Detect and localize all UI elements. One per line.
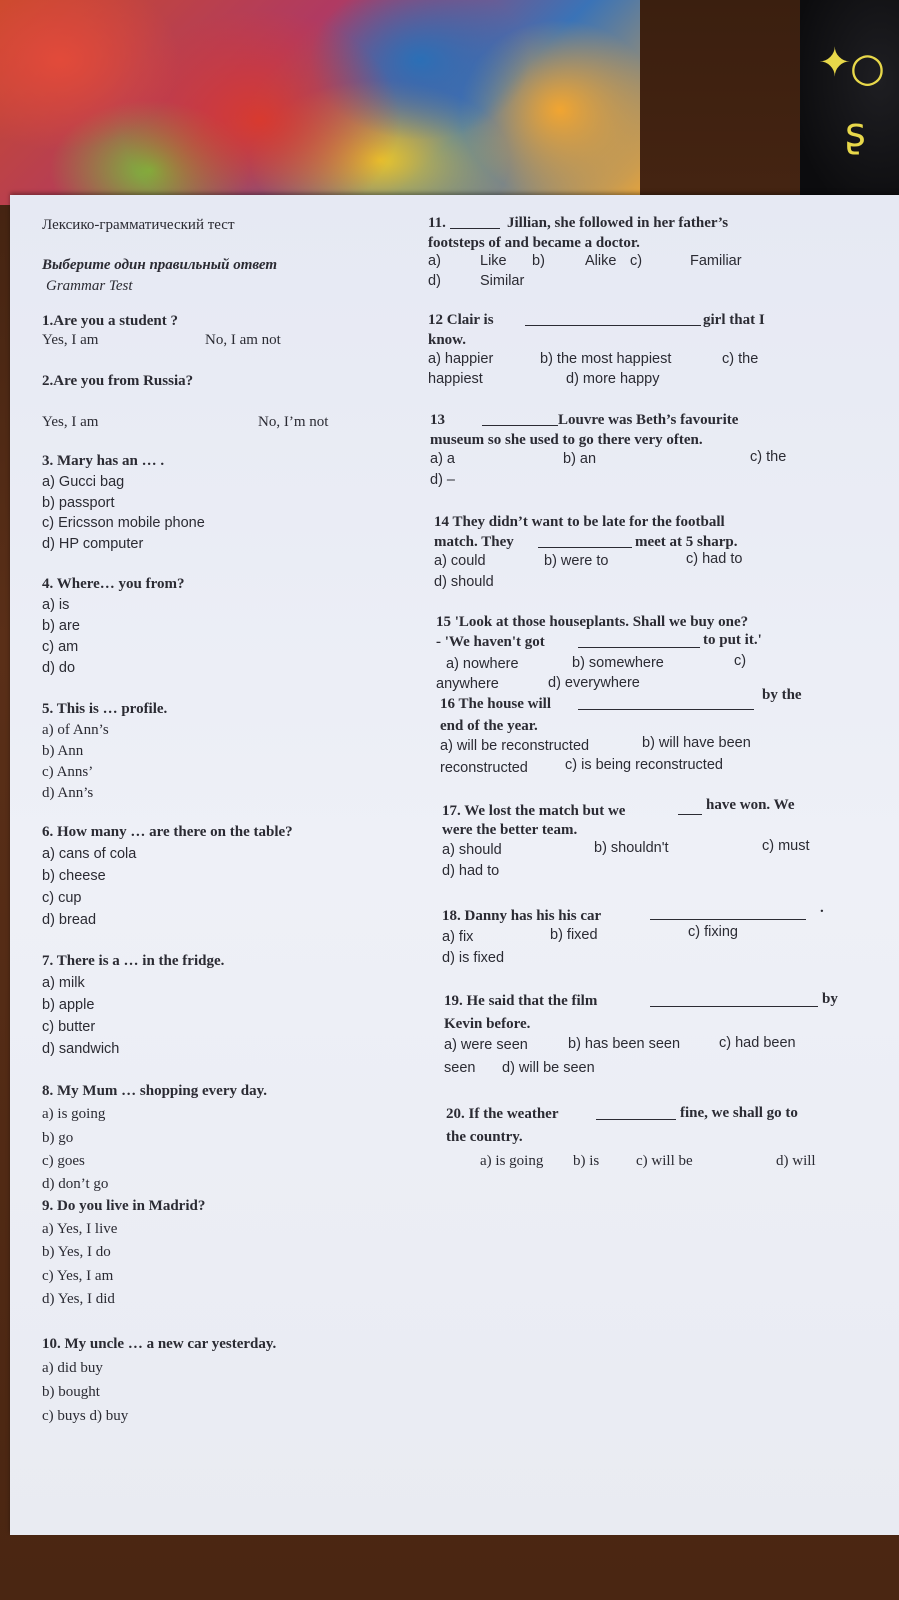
q6-option[interactable]: b) cheese [42,868,106,884]
q16-option-a[interactable]: a) will be reconstructed [440,738,590,754]
q15-text: 15 'Look at those houseplants. Shall we buy one? [436,614,749,630]
q13-blank[interactable] [482,411,558,426]
q17-option-a[interactable]: a) should [442,842,502,858]
q17-text-end: have won. We [706,797,795,813]
q11-label-b: b) [532,253,545,269]
q15-option-a[interactable]: a) nowhere [446,656,519,672]
q2-option-b[interactable]: No, I’m not [258,414,329,430]
q4-question: 4. Where… you from? [42,576,185,592]
q1-question: 1.Are you a student ? [42,313,178,329]
q9-option[interactable]: d) Yes, I did [42,1291,115,1307]
q19-text: 19. He said that the film [444,993,598,1009]
q17-text-cont: were the better team. [442,822,578,838]
q3-option[interactable]: b) passport [42,495,115,511]
q2-question: 2.Are you from Russia? [42,373,194,389]
q16-text-end: by the [762,687,802,703]
q12-option-a[interactable]: a) happier [428,351,494,367]
q10-option[interactable]: a) did buy [42,1360,103,1376]
q14-option-d[interactable]: d) should [434,574,494,590]
q19-option-a[interactable]: a) were seen [444,1037,528,1053]
q15-option-b[interactable]: b) somewhere [572,655,664,671]
q13-option-a[interactable]: a) a [430,451,455,467]
q19-blank[interactable] [650,992,818,1007]
squiggle-icon: ʂ [845,110,866,156]
q12-option-b[interactable]: b) the most happiest [540,351,672,367]
q14-text: 14 They didn’t want to be late for the football [434,514,725,530]
q9-option[interactable]: c) Yes, I am [42,1268,114,1284]
q16-text-cont: end of the year. [440,718,538,734]
q3-option[interactable]: d) HP computer [42,536,144,552]
q8-question: 8. My Mum … shopping every day. [42,1083,268,1099]
q13-number: 13 [430,412,445,428]
q3-option[interactable]: a) Gucci bag [42,474,125,490]
q12-option-c-cont: happiest [428,371,483,387]
q11-option-d[interactable]: Similar [480,273,525,289]
q7-question: 7. There is a … in the fridge. [42,953,225,969]
q11-blank[interactable] [450,214,500,229]
star-icon: ✦ [818,40,852,86]
q4-option[interactable]: b) are [42,618,80,634]
q1-option-a[interactable]: Yes, I am [42,332,99,348]
q7-option[interactable]: c) butter [42,1019,96,1035]
black-bag [800,0,899,205]
q5-option[interactable]: a) of Ann’s [42,722,109,738]
q16-text: 16 The house will [440,696,551,712]
q20-text-end: fine, we shall go to [680,1105,798,1121]
q12-option-c[interactable]: c) the [722,351,759,367]
q19-text-cont: Kevin before. [444,1016,531,1032]
q15-option-c[interactable]: c) [734,653,747,669]
q6-option[interactable]: c) cup [42,890,82,906]
q20-option-d[interactable]: d) will [776,1153,816,1169]
q5-option[interactable]: d) Ann’s [42,785,94,801]
q14-text-end: meet at 5 sharp. [635,534,738,550]
q20-option-c[interactable]: c) will be [636,1153,693,1169]
q18-blank[interactable] [650,905,806,920]
q7-option[interactable]: d) sandwich [42,1041,120,1057]
q9-option[interactable]: a) Yes, I live [42,1221,118,1237]
q19-option-c[interactable]: c) had been [719,1035,796,1051]
q11-option-a[interactable]: Like [480,253,507,269]
q3-option[interactable]: c) Ericsson mobile phone [42,515,205,531]
q13-text-cont: museum so she used to go there very often. [430,432,703,448]
q10-option[interactable]: c) buys d) buy [42,1408,129,1424]
q6-option[interactable]: d) bread [42,912,97,928]
q8-option[interactable]: d) don’t go [42,1176,109,1192]
q20-blank[interactable] [596,1105,676,1120]
q3-question: 3. Mary has an … . [42,453,165,469]
q8-option[interactable]: a) is going [42,1106,106,1122]
q4-option[interactable]: c) am [42,639,79,655]
q18-text: 18. Danny has his his car [442,908,602,924]
q11-label-d: d) [428,273,441,289]
q17-text: 17. We lost the match but we [442,803,626,819]
q14-text-cont: match. They [434,534,514,550]
instruction-ru: Выберите один правильный ответ [42,257,278,273]
q16-blank[interactable] [578,695,754,710]
q17-blank[interactable] [678,800,702,815]
q14-option-c[interactable]: c) had to [686,551,743,567]
title-ru: Лексико-грамматический тест [42,217,235,233]
q10-question: 10. My uncle … a new car yesterday. [42,1336,277,1352]
q5-option[interactable]: b) Ann [42,743,84,759]
q15-blank[interactable] [578,633,700,648]
q11-label-c: c) [630,253,643,269]
q12-text-end: girl that I [703,312,765,328]
q15-option-c-cont: anywhere [436,676,499,692]
q14-option-b[interactable]: b) were to [544,553,609,569]
q8-option[interactable]: b) go [42,1130,74,1146]
q8-option[interactable]: c) goes [42,1153,85,1169]
q14-option-a[interactable]: a) could [434,553,486,569]
q12-text-cont: know. [428,332,466,348]
q1-option-b[interactable]: No, I am not [205,332,281,348]
q4-option[interactable]: a) is [42,597,70,613]
q19-option-d[interactable]: d) will be seen [502,1060,595,1076]
q5-question: 5. This is … profile. [42,701,168,717]
q18-option-c[interactable]: c) fixing [688,924,738,940]
q12-text: 12 Clair is [428,312,494,328]
q11-option-c[interactable]: Familiar [690,253,742,269]
q20-text-cont: the country. [446,1129,523,1145]
q17-option-b[interactable]: b) shouldn't [594,840,669,856]
q13-text: Louvre was Beth’s favourite [558,412,739,428]
q12-blank[interactable] [525,311,701,326]
q5-option[interactable]: c) Anns’ [42,764,94,780]
q6-option[interactable]: a) cans of cola [42,846,137,862]
q2-option-a[interactable]: Yes, I am [42,414,99,430]
q6-question: 6. How many … are there on the table? [42,824,293,840]
q20-option-b[interactable]: b) is [573,1153,600,1169]
q11-text: Jillian, she followed in her father’s [507,215,729,231]
q11-label-a: a) [428,253,441,269]
title-en: Grammar Test [46,278,133,294]
q7-option[interactable]: a) milk [42,975,85,991]
q7-option[interactable]: b) apple [42,997,95,1013]
q19-text-end: by [822,991,838,1007]
q15-option-d[interactable]: d) everywhere [548,675,640,691]
q9-question: 9. Do you live in Madrid? [42,1198,206,1214]
q11-number: 11. [428,215,446,231]
q14-blank[interactable] [538,533,632,548]
q18-text-end: . [820,900,824,916]
q19-option-c-cont: seen [444,1060,476,1076]
colorful-folder [0,0,640,205]
q16-option-c[interactable]: c) is being reconstructed [565,757,723,773]
q11-text-cont: footsteps of and became a doctor. [428,235,640,251]
q17-option-d[interactable]: d) had to [442,863,500,879]
q20-text: 20. If the weather [446,1106,559,1122]
q11-option-b[interactable]: Alike [585,253,617,269]
q9-option[interactable]: b) Yes, I do [42,1244,111,1260]
test-sheet [10,195,899,1535]
q10-option[interactable]: b) bought [42,1384,100,1400]
q16-option-b-cont: reconstructed [440,760,528,776]
q20-option-a[interactable]: a) is going [480,1153,544,1169]
circle-icon: ○ [850,45,885,91]
q13-option-b[interactable]: b) an [563,451,597,467]
q18-option-a[interactable]: a) fix [442,929,474,945]
q13-option-c[interactable]: c) the [750,449,787,465]
q12-option-d[interactable]: d) more happy [566,371,660,387]
q19-option-b[interactable]: b) has been seen [568,1036,681,1052]
q17-option-c[interactable]: c) must [762,838,810,854]
q4-option[interactable]: d) do [42,660,76,676]
q18-option-d[interactable]: d) is fixed [442,950,505,966]
q16-option-b[interactable]: b) will have been [642,735,751,751]
q15-text-cont: - 'We haven't got [436,634,545,650]
q18-option-b[interactable]: b) fixed [550,927,598,943]
q13-option-d[interactable]: d) – [430,472,455,488]
q15-text-end: to put it.' [703,632,762,648]
